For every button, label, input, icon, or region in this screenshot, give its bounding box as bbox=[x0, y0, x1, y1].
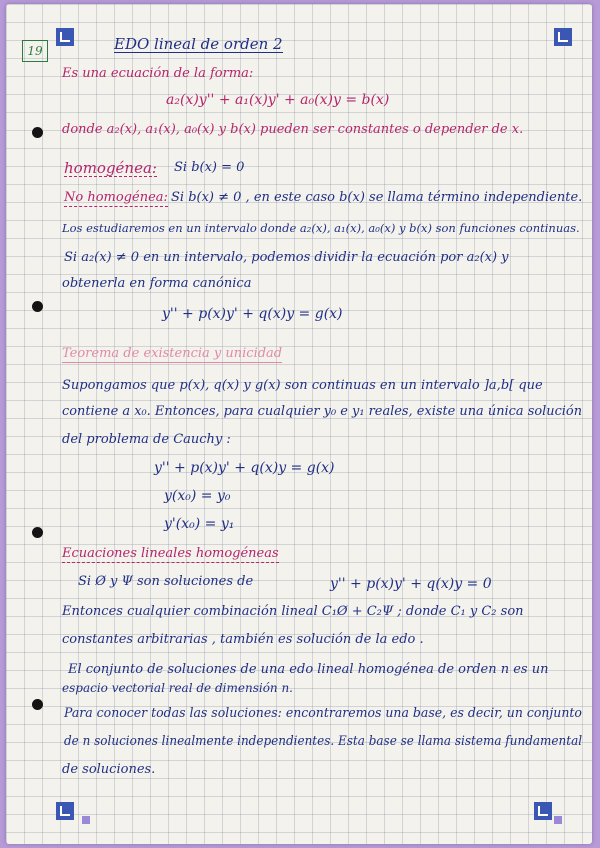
cauchy-condition-2: y'(x₀) = y₁ bbox=[164, 516, 235, 532]
basis-line: Para conocer todas las soluciones: encontraremos una base, es decir, un conjunto bbox=[64, 706, 582, 721]
binder-hole bbox=[32, 699, 43, 710]
page-number: 19 bbox=[22, 40, 48, 62]
homogeneous-condition: Si b(x) = 0 bbox=[174, 160, 245, 175]
bottom-right-corner-mark bbox=[534, 802, 552, 820]
cauchy-equation: y'' + p(x)y' + q(x)y = g(x) bbox=[154, 460, 335, 476]
bottom-left-square bbox=[82, 816, 90, 824]
bottom-left-corner-mark bbox=[56, 802, 74, 820]
general-equation: a₂(x)y'' + a₁(x)y' + a₀(x)y = b(x) bbox=[166, 92, 390, 108]
coefficients-line: donde a₂(x), a₁(x), a₀(x) y b(x) pueden ser constantes o depender de x. bbox=[62, 122, 524, 137]
page-title: EDO lineal de orden 2 bbox=[114, 35, 283, 53]
homogeneous-equation: y'' + p(x)y' + q(x)y = 0 bbox=[330, 576, 492, 592]
interval-line: Los estudiaremos en un intervalo donde a₂(x), a₁(x), a₀(x) y b(x) son funciones continuas. bbox=[62, 221, 580, 235]
theorem-line-3: del problema de Cauchy : bbox=[62, 432, 231, 447]
canonical-form-line: obtenerla en forma canónica bbox=[62, 276, 252, 291]
binder-hole bbox=[32, 301, 43, 312]
independent-solutions-line: de n soluciones linealmente independientes. Esta base se llama sistema fundamental bbox=[64, 734, 583, 749]
theorem-line-2: contiene a x₀. Entonces, para cualquier y₀ e y₁ reales, existe una única solución bbox=[62, 404, 583, 419]
canonical-equation: y'' + p(x)y' + q(x)y = g(x) bbox=[162, 306, 343, 322]
solutions-line: Si Ø y Ψ son soluciones de bbox=[78, 574, 254, 589]
binder-hole bbox=[32, 127, 43, 138]
homogeneous-label: homogénea: bbox=[64, 159, 157, 177]
theorem-line-1: Supongamos que p(x), q(x) y g(x) son continuas en un intervalo ]a,b[ que bbox=[62, 378, 543, 393]
notebook-page bbox=[6, 4, 592, 844]
divide-line: Si a₂(x) ≠ 0 en un intervalo, podemos dividir la ecuación por a₂(x) y bbox=[64, 250, 509, 265]
top-right-corner-mark bbox=[554, 28, 572, 46]
intro-line: Es una ecuación de la forma: bbox=[62, 66, 254, 81]
linear-combination-line: Entonces cualquier combinación lineal C₁Ø + C₂Ψ ; donde C₁ y C₂ son bbox=[62, 604, 524, 619]
arbitrary-constants-line: constantes arbitrarias , también es solución de la edo . bbox=[62, 632, 424, 647]
theorem-title: Teorema de existencia y unicidad bbox=[62, 346, 283, 361]
solution-set-line: El conjunto de soluciones de una edo lineal homogénea de orden n es un bbox=[68, 662, 549, 677]
non-homogeneous-condition: Si b(x) ≠ 0 , en este caso b(x) se llama término independiente. bbox=[171, 190, 583, 205]
vector-space-line: espacio vectorial real de dimensión n. bbox=[62, 681, 293, 695]
top-left-corner-mark bbox=[56, 28, 74, 46]
bottom-right-square bbox=[554, 816, 562, 824]
section-title: Ecuaciones lineales homogéneas bbox=[62, 546, 279, 561]
binder-hole bbox=[32, 527, 43, 538]
non-homogeneous-label: No homogénea: bbox=[64, 190, 168, 205]
cauchy-condition-1: y(x₀) = y₀ bbox=[164, 488, 231, 504]
fundamental-system-line: de soluciones. bbox=[62, 762, 156, 777]
